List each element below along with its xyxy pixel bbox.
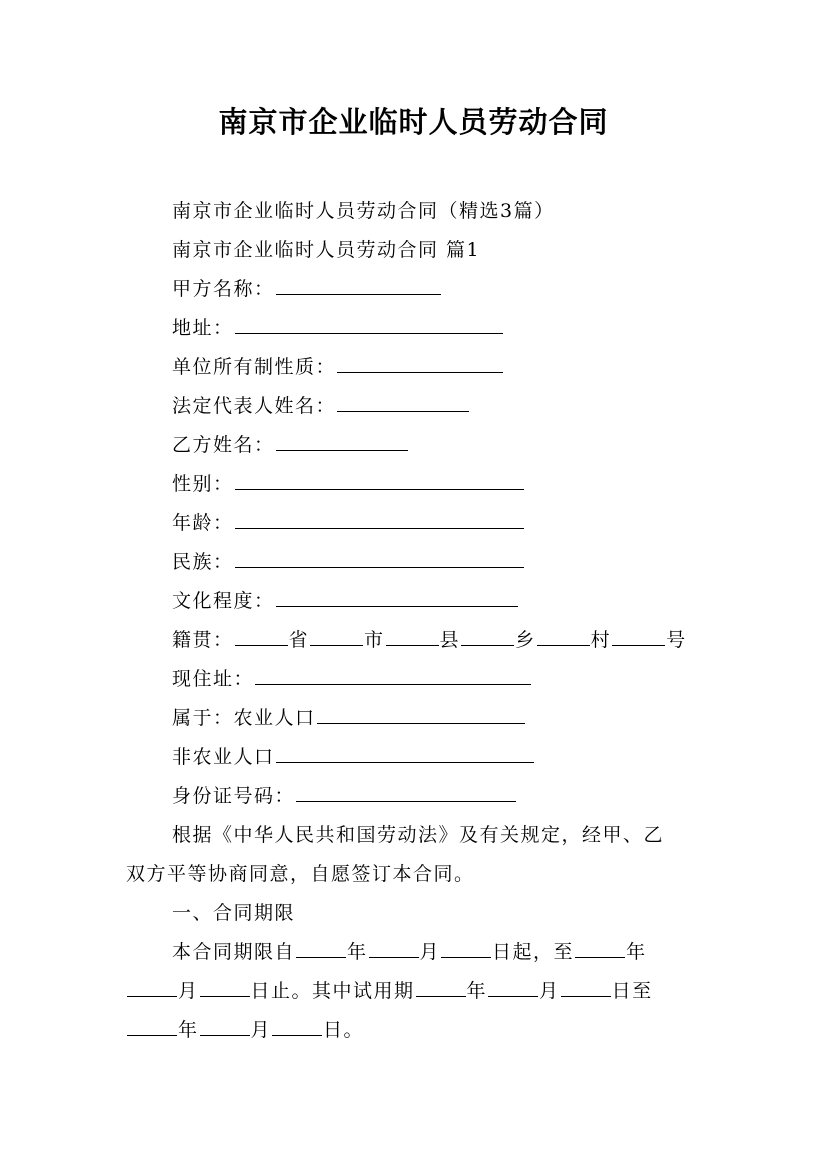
trial-start-month-blank[interactable]	[488, 979, 538, 997]
agri-label: 属于：农业人口	[172, 707, 316, 729]
start-day-blank[interactable]	[441, 940, 491, 958]
current-address-blank[interactable]	[255, 667, 531, 685]
section-1-heading: 一、合同期限	[172, 902, 296, 924]
id-number-blank[interactable]	[296, 784, 516, 802]
ownership-blank[interactable]	[337, 355, 503, 373]
term-start-text: 本合同期限自	[172, 941, 296, 963]
legal-rep-label: 法定代表人姓名：	[172, 395, 337, 417]
non-agri-blank[interactable]	[276, 745, 534, 763]
native-province-label: 省	[288, 629, 310, 651]
id-number-line	[172, 784, 517, 808]
native-town-blank[interactable]	[461, 628, 514, 646]
month-label: 月	[250, 1019, 272, 1041]
native-place-line	[172, 628, 687, 652]
day-from-label: 日起，至	[492, 941, 575, 963]
native-village-label: 村	[590, 629, 612, 651]
education-blank[interactable]	[276, 589, 518, 607]
non-agri-line	[172, 745, 535, 769]
native-city-blank[interactable]	[310, 628, 363, 646]
trial-end-month-blank[interactable]	[200, 1018, 250, 1036]
native-village-blank[interactable]	[537, 628, 590, 646]
native-province-blank[interactable]	[235, 628, 288, 646]
native-county-blank[interactable]	[386, 628, 439, 646]
gender-line	[172, 472, 525, 496]
id-number-label: 身份证号码：	[172, 785, 296, 807]
current-address-label: 现住址：	[172, 668, 255, 690]
party-a-name-blank[interactable]	[276, 277, 441, 295]
native-city-label: 市	[364, 629, 385, 651]
party-a-name-line	[172, 277, 442, 301]
age-line	[172, 511, 525, 535]
ownership-label: 单位所有制性质：	[172, 356, 337, 378]
end-year-blank[interactable]	[575, 940, 625, 958]
address-label: 地址：	[172, 317, 234, 339]
end-month-blank[interactable]	[127, 979, 177, 997]
trial-start-year-blank[interactable]	[416, 979, 466, 997]
ethnicity-blank[interactable]	[235, 550, 524, 568]
ethnicity-line	[172, 550, 525, 574]
non-agri-label: 非农业人口	[172, 746, 275, 768]
age-blank[interactable]	[235, 511, 524, 529]
address-blank[interactable]	[235, 316, 503, 334]
party-b-name-blank[interactable]	[276, 433, 408, 451]
document-title: 南京市企业临时人员劳动合同	[218, 105, 609, 139]
part-heading: 南京市企业临时人员劳动合同 篇1	[172, 239, 481, 261]
term-line-2	[126, 979, 653, 1003]
year-label: 年	[178, 1019, 199, 1041]
trial-end-year-blank[interactable]	[127, 1018, 177, 1036]
legal-rep-line	[172, 394, 470, 418]
ownership-line	[172, 355, 504, 379]
subtitle-line: 南京市企业临时人员劳动合同（精选3篇）	[172, 200, 555, 222]
day-end-label: 日止。其中试用期	[250, 980, 415, 1002]
basis-line-2: 双方平等协商同意，自愿签订本合同。	[126, 863, 475, 885]
month-label: 月	[419, 941, 441, 963]
education-line	[172, 589, 519, 613]
agri-blank[interactable]	[317, 706, 525, 724]
year-label: 年	[347, 941, 368, 963]
day-to-label: 日至	[611, 980, 653, 1002]
current-address-line	[172, 667, 532, 691]
year-label: 年	[466, 980, 488, 1002]
trial-end-day-blank[interactable]	[272, 1018, 322, 1036]
agri-line	[172, 706, 526, 730]
native-label: 籍贯：	[172, 629, 234, 651]
gender-blank[interactable]	[235, 472, 524, 490]
gender-label: 性别：	[172, 473, 234, 495]
party-a-name-label: 甲方名称：	[172, 278, 275, 300]
year-label: 年	[626, 941, 647, 963]
term-line-3	[126, 1018, 364, 1042]
age-label: 年龄：	[172, 512, 234, 534]
address-line	[172, 316, 504, 340]
party-b-name-label: 乙方姓名：	[172, 434, 275, 456]
party-b-name-line	[172, 433, 409, 457]
month-label: 月	[539, 980, 560, 1002]
start-year-blank[interactable]	[296, 940, 346, 958]
day-final-label: 日。	[323, 1019, 365, 1041]
month-label: 月	[178, 980, 199, 1002]
start-month-blank[interactable]	[369, 940, 419, 958]
native-number-label: 号	[666, 629, 687, 651]
basis-line-1: 根据《中华人民共和国劳动法》及有关规定，经甲、乙	[172, 824, 665, 846]
legal-rep-blank[interactable]	[337, 394, 469, 412]
education-label: 文化程度：	[172, 590, 275, 612]
trial-start-day-blank[interactable]	[561, 979, 611, 997]
term-line-1	[172, 940, 647, 964]
end-day-blank[interactable]	[200, 979, 250, 997]
native-county-label: 县	[439, 629, 461, 651]
native-number-blank[interactable]	[612, 628, 665, 646]
native-town-label: 乡	[515, 629, 536, 651]
ethnicity-label: 民族：	[172, 551, 234, 573]
